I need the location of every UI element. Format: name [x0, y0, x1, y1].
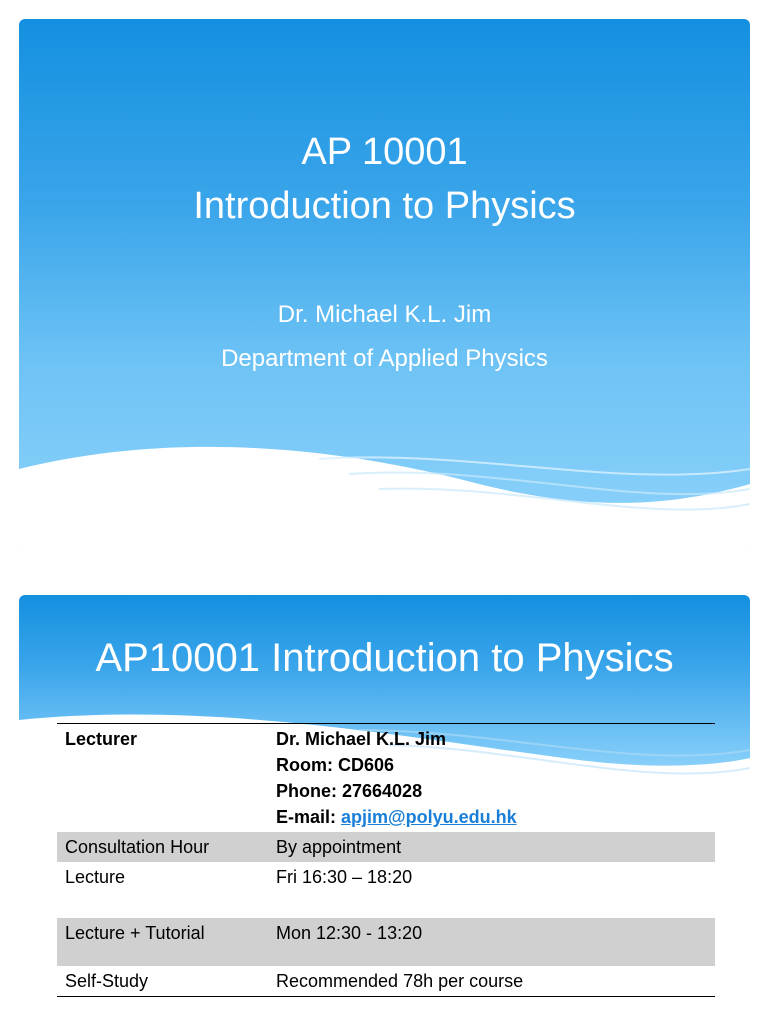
table-row [57, 918, 715, 966]
slide-title: AP10001 Introduction to Physics [95, 636, 674, 680]
row-value: Recommended 78h per course [276, 971, 524, 991]
slide-title-line1: AP 10001 [301, 131, 468, 173]
lecturer-details [268, 724, 715, 833]
table-row [57, 724, 715, 833]
email-link[interactable]: apjim@polyu.edu.hk [341, 807, 517, 827]
table-row [57, 832, 715, 862]
lecturer-room: Room: CD606 [276, 755, 395, 775]
course-info-table [57, 723, 715, 997]
row-value: Fri 16:30 – 18:20 [276, 867, 413, 887]
slide-title-line2: Introduction to Physics [193, 185, 576, 227]
row-value: Mon 12:30 - 13:20 [268, 918, 715, 966]
row-label: Lecturer [65, 729, 138, 749]
lecturer-phone: Phone: 27664028 [276, 781, 423, 801]
wave-decoration [19, 429, 750, 550]
row-label: Self-Study [65, 971, 149, 991]
lecturer-email-line [276, 804, 707, 830]
row-label: Consultation Hour [57, 832, 268, 862]
title-slide [19, 19, 750, 550]
table-row [57, 862, 715, 918]
row-label: Lecture + Tutorial [57, 918, 268, 966]
slide-subtitle-author: Dr. Michael K.L. Jim [277, 301, 492, 328]
lecturer-name: Dr. Michael K.L. Jim [276, 729, 447, 749]
table-row [57, 966, 715, 997]
email-label: E-mail: [276, 807, 342, 827]
slide-subtitle-department: Department of Applied Physics [221, 345, 548, 372]
row-value: By appointment [268, 832, 715, 862]
row-label: Lecture [65, 867, 126, 887]
info-slide [19, 595, 750, 1024]
